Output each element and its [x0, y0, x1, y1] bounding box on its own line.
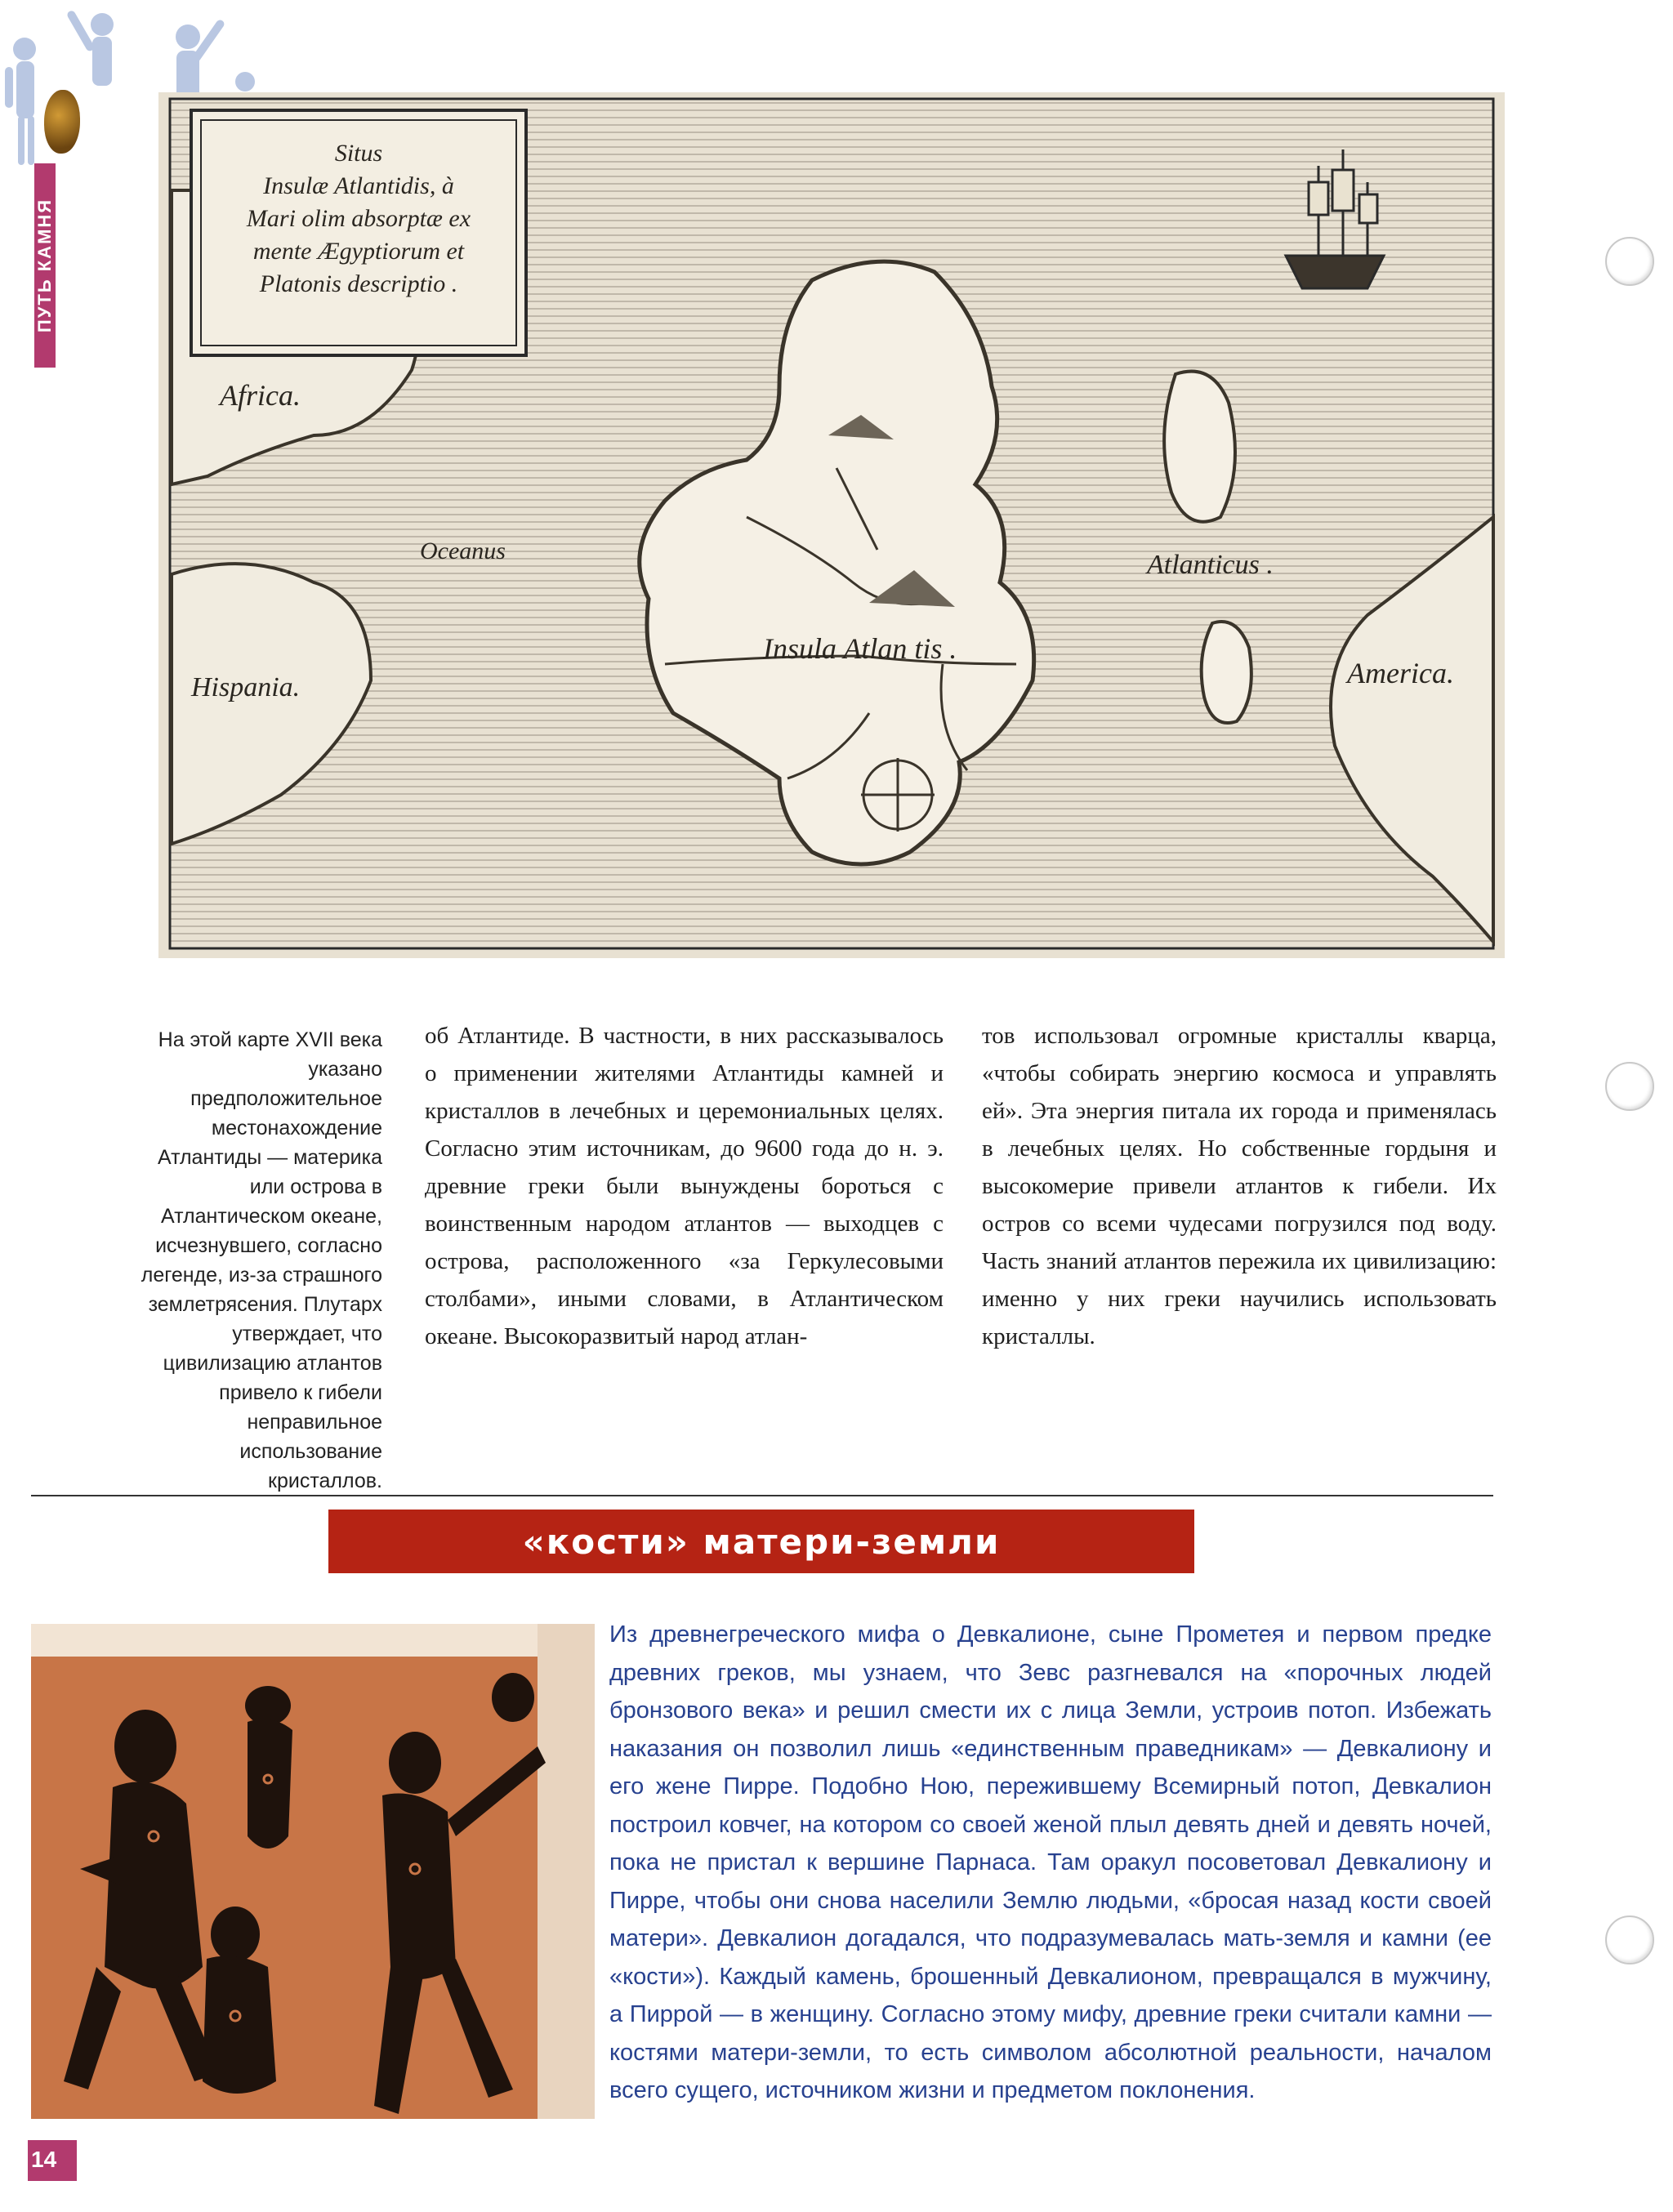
section-title: «кости» матери-земли: [522, 1521, 1001, 1562]
vase-painting-image: [31, 1624, 595, 2119]
myth-body-text: Из древнегреческого мифа о Девкалионе, сыне Прометея и первом предке древних греков, мы узнаем, что Зевс разгневался на «порочных людей бронзового века» и решил смести их с лица Земли, устроив потоп. Избежать наказания он позволил лишь «единственным праведникам» — Девкалиону и его жене Пирре. Подобно Ною, пережившему Всемирный потоп, Девкалион построил ковчег, на котором со своей женой плыл девять дней и девять ночей, пока не пристал к вершине Парнаса. Там оракул посоветовал Девкалиону и Пирре, чтобы они снова населили Землю людьми, «бросая назад кости своей матери». Девкалион догадался, что подразумевалась мать-земля и камни (ее «кости»). Каждый камень, брошенный Девкалионом, превращался в мужчину, а Пиррой — в женщину. Согласно этому мифу, древние греки считали камни — костями матери-земли, то есть символом абсолютной реальности, началом всего сущего, источником жизни и предметом поклонения.: [609, 1621, 1492, 2103]
vase-painting-drawing: [31, 1624, 595, 2119]
binder-hole: [1605, 1062, 1654, 1111]
map-label-africa: Africa.: [220, 379, 301, 412]
map-label-oceanus: Oceanus: [420, 537, 506, 564]
map-caption: На этой карте XVII века указано предположительное местонахождение Атлантиды — материка или острова в Атлантическом океане, исчезнувшего, согласно легенде, из-за страшного землетрясения. Плутарх утверждает, что цивилизацию атлантов привело к гибели неправильное использование кристаллов.: [141, 1028, 382, 1492]
cartouche-line: Platonis descriptio .: [259, 270, 458, 297]
article-column-1: об Атлантиде. В частности, в них рассказывалось о применении жителями Атлантиды камней и кристаллов в лечебных и церемониальных целях. Согласно этим источникам, до 9600 года до н. э. древние греки были вынуждены бороться с воинственным народом атлантов — выходцев с острова, расположенного «за Геркулесовыми столбами», иными словами, в Атлантическом океане. Высокоразвитый народ атлан-: [425, 1023, 944, 1349]
binder-hole: [1605, 1915, 1654, 1964]
map-label-insula-atlantis: Insula Atlan tis .: [763, 632, 957, 665]
map-label-atlanticus: Atlanticus .: [1147, 550, 1274, 580]
section-label: ПУТЬ КАМНЯ: [34, 198, 56, 333]
atlantis-map: [158, 92, 1505, 958]
cartouche-line: Situs: [334, 140, 383, 167]
map-label-america: America.: [1347, 657, 1454, 689]
page-number: 14: [31, 2147, 57, 2172]
article-column-2: тов использовал огромные кристаллы кварца, «чтобы собирать энергию космоса и управлять ей». Эта энергия питала их города и применялась в лечебных целях. Но собственные гордыня и высокомерие привели атлантов к гибели. Их остров со всеми чудесами погрузился под воду. Часть знаний атлантов пережила их цивилизацию: именно у них греки научились использовать кристаллы.: [982, 1023, 1497, 1349]
map-label-hispania: Hispania.: [191, 672, 301, 702]
cartouche-line: Mari olim absorptæ ex: [246, 205, 471, 232]
cartouche-line: mente Ægyptiorum et: [252, 238, 465, 265]
binder-hole: [1605, 237, 1654, 286]
map-cartouche: [207, 137, 510, 301]
section-divider: [31, 1495, 1493, 1496]
stone-icon: [44, 90, 80, 154]
cartouche-line: Insulæ Atlantidis, à: [263, 172, 454, 199]
section-title-banner: [328, 1510, 1194, 1573]
